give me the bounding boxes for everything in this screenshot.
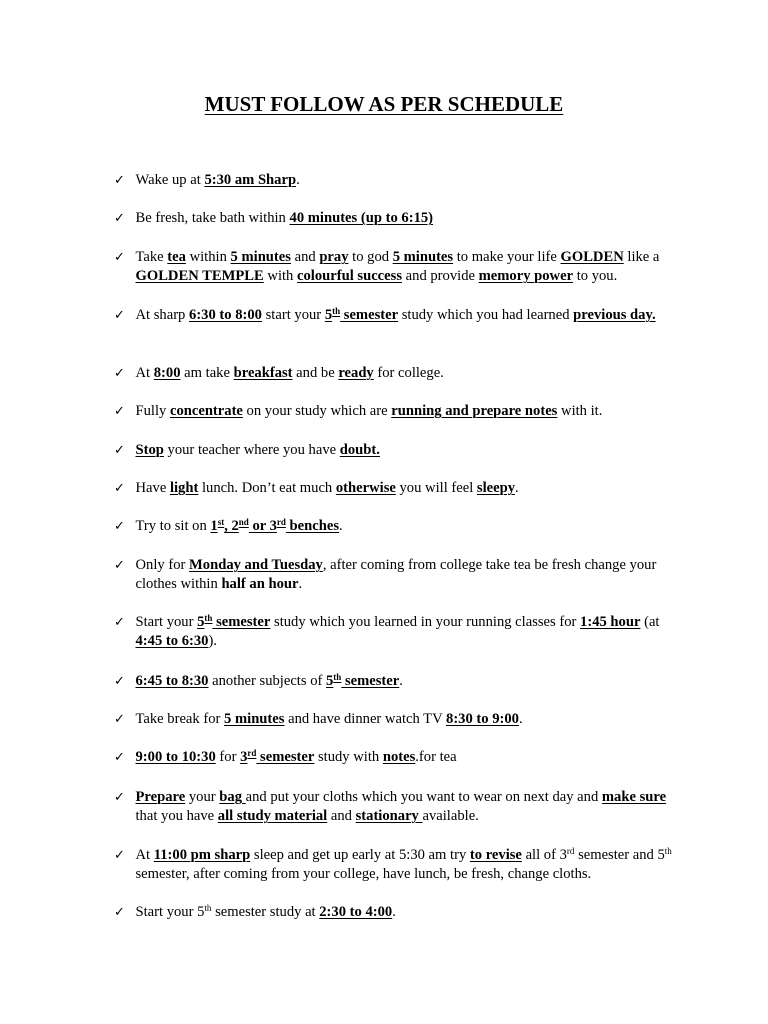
text-segment: , 2 xyxy=(224,518,239,534)
text-segment: breakfast xyxy=(233,365,293,381)
text-segment: concentrate xyxy=(169,403,243,419)
list-item-text xyxy=(136,209,690,228)
text-segment: for college. xyxy=(373,365,444,381)
text-segment: benches xyxy=(285,518,340,534)
text-segment: Start your xyxy=(135,614,198,630)
text-segment: . xyxy=(399,673,403,689)
text-segment: within xyxy=(185,249,231,265)
list-item-text xyxy=(136,479,690,498)
text-segment: with xyxy=(263,268,298,284)
list-item xyxy=(114,710,689,729)
checkmark-icon: ✓ xyxy=(114,750,125,765)
text-segment: light xyxy=(169,480,199,496)
text-segment: semester xyxy=(340,307,399,323)
checkmark-icon: ✓ xyxy=(114,308,125,323)
text-segment: At xyxy=(135,365,154,381)
text-segment: . xyxy=(392,904,396,920)
text-segment: and provide xyxy=(402,268,479,284)
text-segment: to make your life xyxy=(453,249,561,265)
text-segment: Be fresh, take bath within xyxy=(135,210,290,226)
list-item xyxy=(114,248,689,286)
list-item xyxy=(114,364,689,383)
list-item-text xyxy=(136,672,690,691)
list-item xyxy=(114,402,689,421)
text-segment: pray xyxy=(319,249,349,265)
checkmark-icon: ✓ xyxy=(114,173,125,188)
text-segment: semester xyxy=(341,673,400,689)
text-segment: ). xyxy=(208,633,217,649)
text-segment: Have xyxy=(135,480,170,496)
list-item xyxy=(114,209,689,228)
text-segment: 1 xyxy=(210,518,218,534)
text-segment: and xyxy=(327,808,356,824)
list-item-text xyxy=(136,556,690,594)
text-segment: 40 minutes (up to 6:15) xyxy=(289,210,434,226)
text-segment: st xyxy=(217,517,225,527)
text-segment: . xyxy=(515,480,519,496)
checkmark-icon: ✓ xyxy=(114,250,125,265)
text-segment: semester study at xyxy=(211,904,320,920)
text-segment: study with xyxy=(314,749,383,765)
text-segment: Prepare xyxy=(135,789,186,805)
checkmark-icon: ✓ xyxy=(114,481,125,496)
text-segment: Start your 5 xyxy=(135,904,205,920)
list-item-text xyxy=(136,903,690,922)
text-segment: Wake up at xyxy=(135,172,205,188)
text-segment: you will feel xyxy=(395,480,477,496)
text-segment: start your xyxy=(261,307,325,323)
text-segment: 6:45 to 8:30 xyxy=(135,673,209,689)
list-item-text xyxy=(136,846,690,884)
list-item-text xyxy=(136,171,690,190)
text-segment: nd xyxy=(238,517,249,527)
text-segment: 5 xyxy=(326,673,334,689)
text-segment: 5 xyxy=(197,614,205,630)
text-segment: your teacher where you have xyxy=(163,442,340,458)
checkmark-icon: ✓ xyxy=(114,712,125,727)
text-segment: and have dinner watch TV xyxy=(284,711,447,727)
text-segment: 8:00 xyxy=(153,365,181,381)
list-item-text xyxy=(136,248,690,286)
text-segment: bag xyxy=(219,789,246,805)
text-segment: lunch. Don’t eat much xyxy=(198,480,336,496)
text-segment: on your study which are xyxy=(242,403,392,419)
text-segment: colourful success xyxy=(297,268,403,284)
text-segment: study which you had learned xyxy=(398,307,574,323)
text-segment: th xyxy=(333,672,342,682)
text-segment: running and prepare notes xyxy=(391,403,558,419)
text-segment: At sharp xyxy=(135,307,190,323)
text-segment: to god xyxy=(348,249,393,265)
list-item-text xyxy=(136,788,690,826)
text-segment: to revise xyxy=(469,847,522,863)
text-segment: notes xyxy=(382,749,416,765)
text-segment: . xyxy=(518,711,523,727)
list-item xyxy=(114,672,689,691)
text-segment: 9:00 to 10:30 xyxy=(135,749,216,765)
list-item xyxy=(114,613,689,651)
list-item xyxy=(114,441,689,460)
text-segment: Fully xyxy=(135,403,170,419)
text-segment: semester, after coming from your college, have lunch, be fresh, change cloths. xyxy=(135,866,592,882)
list-item xyxy=(114,903,689,922)
text-segment: Monday and Tuesday xyxy=(189,557,323,573)
text-segment: semester and 5 xyxy=(574,847,665,863)
text-segment: GOLDEN xyxy=(560,249,624,265)
text-segment: tea xyxy=(167,249,186,265)
text-segment: 6:30 to 8:00 xyxy=(189,307,262,323)
list-item-text xyxy=(136,402,690,421)
checkmark-icon: ✓ xyxy=(114,674,125,689)
list-item-text xyxy=(136,748,690,767)
text-segment: with it. xyxy=(557,403,603,419)
checkmark-icon: ✓ xyxy=(114,905,125,920)
list-item xyxy=(114,788,689,826)
text-segment: that you have xyxy=(135,808,218,824)
list-item xyxy=(114,171,689,190)
list-item xyxy=(114,479,689,498)
text-segment: 5 minutes xyxy=(392,249,454,265)
text-segment: semester xyxy=(212,614,271,630)
text-segment: like a xyxy=(623,249,660,265)
list-item-text xyxy=(136,613,690,651)
text-segment: all of 3 xyxy=(521,847,567,863)
text-segment: and be xyxy=(292,365,339,381)
text-segment: rd xyxy=(566,846,575,856)
text-segment: 5 minutes xyxy=(230,249,291,265)
list-item-text xyxy=(136,441,690,460)
checkmark-icon: ✓ xyxy=(114,558,125,573)
text-segment: 5 xyxy=(324,307,333,323)
text-segment: Try to sit on xyxy=(135,518,211,534)
list-item xyxy=(114,556,689,594)
list-item xyxy=(114,517,689,536)
list-item xyxy=(114,748,689,767)
text-segment: Stop xyxy=(135,442,164,458)
checkmark-icon: ✓ xyxy=(114,519,125,534)
text-segment: another subjects of xyxy=(208,673,326,689)
text-segment: . xyxy=(298,576,303,592)
text-segment: make sure xyxy=(601,789,667,805)
text-segment: (at xyxy=(640,614,660,630)
text-segment: half an hour xyxy=(221,576,299,592)
text-segment: GOLDEN TEMPLE xyxy=(135,268,264,284)
text-segment: ready xyxy=(338,365,374,381)
text-segment: 5:30 am Sharp xyxy=(204,172,297,188)
text-segment: for xyxy=(215,749,241,765)
checkmark-icon: ✓ xyxy=(114,211,125,226)
text-segment: rd xyxy=(247,748,257,758)
text-segment: your xyxy=(185,789,220,805)
text-segment: otherwise xyxy=(335,480,396,496)
checkmark-icon: ✓ xyxy=(114,443,125,458)
text-segment: study which you learned in your running classes for xyxy=(270,614,581,630)
text-segment: am take xyxy=(180,365,234,381)
list-item xyxy=(114,846,689,884)
list-item-text xyxy=(136,306,690,325)
text-segment: 4:45 to 6:30 xyxy=(135,633,209,649)
text-segment: . xyxy=(339,518,343,534)
text-segment: available. xyxy=(422,808,479,824)
list-item-text xyxy=(136,710,690,729)
page-title xyxy=(0,92,768,117)
checkmark-icon: ✓ xyxy=(114,404,125,419)
checkmark-icon: ✓ xyxy=(114,848,125,863)
checkmark-icon: ✓ xyxy=(114,366,125,381)
text-segment: th xyxy=(664,846,672,856)
page-title-text: MUST FOLLOW AS PER SCHEDULE xyxy=(204,92,564,116)
text-segment: stationary xyxy=(355,808,423,824)
text-segment: semester xyxy=(256,749,315,765)
text-segment: , after coming from college take tea be fresh change your clothes within xyxy=(135,557,657,592)
text-segment: all study material xyxy=(217,808,328,824)
text-segment: 5 minutes xyxy=(224,711,285,727)
text-segment: th xyxy=(204,903,212,913)
text-segment: previous day. xyxy=(573,307,656,323)
text-segment: 8:30 to 9:00 xyxy=(446,711,519,727)
text-segment: 2:30 to 4:00 xyxy=(319,904,393,920)
text-segment: 11:00 pm sharp xyxy=(153,847,251,863)
text-segment: . xyxy=(296,172,300,188)
text-segment: sleep and get up early at 5:30 am try xyxy=(250,847,470,863)
text-segment: Take xyxy=(135,249,168,265)
text-segment: memory power xyxy=(478,268,574,284)
text-segment: or 3 xyxy=(248,518,277,534)
text-segment: At xyxy=(135,847,154,863)
text-segment: .for tea xyxy=(415,749,457,765)
text-segment: 1:45 hour xyxy=(580,614,641,630)
text-segment: rd xyxy=(276,517,286,527)
text-segment: th xyxy=(332,306,341,316)
list-item xyxy=(114,306,689,325)
list-item-text xyxy=(136,364,690,383)
text-segment: doubt. xyxy=(339,442,380,458)
text-segment: Take break for xyxy=(135,711,225,727)
checkmark-icon: ✓ xyxy=(114,615,125,630)
text-segment: and put your cloths which you want to wear on next day and xyxy=(245,789,602,805)
text-segment: to you. xyxy=(573,268,618,284)
text-segment: and xyxy=(290,249,320,265)
list-item-text xyxy=(136,517,690,536)
checkmark-icon: ✓ xyxy=(114,790,125,805)
text-segment: Only for xyxy=(135,557,190,573)
text-segment: th xyxy=(204,613,213,623)
text-segment: sleepy xyxy=(476,480,516,496)
text-segment: 3 xyxy=(240,749,248,765)
